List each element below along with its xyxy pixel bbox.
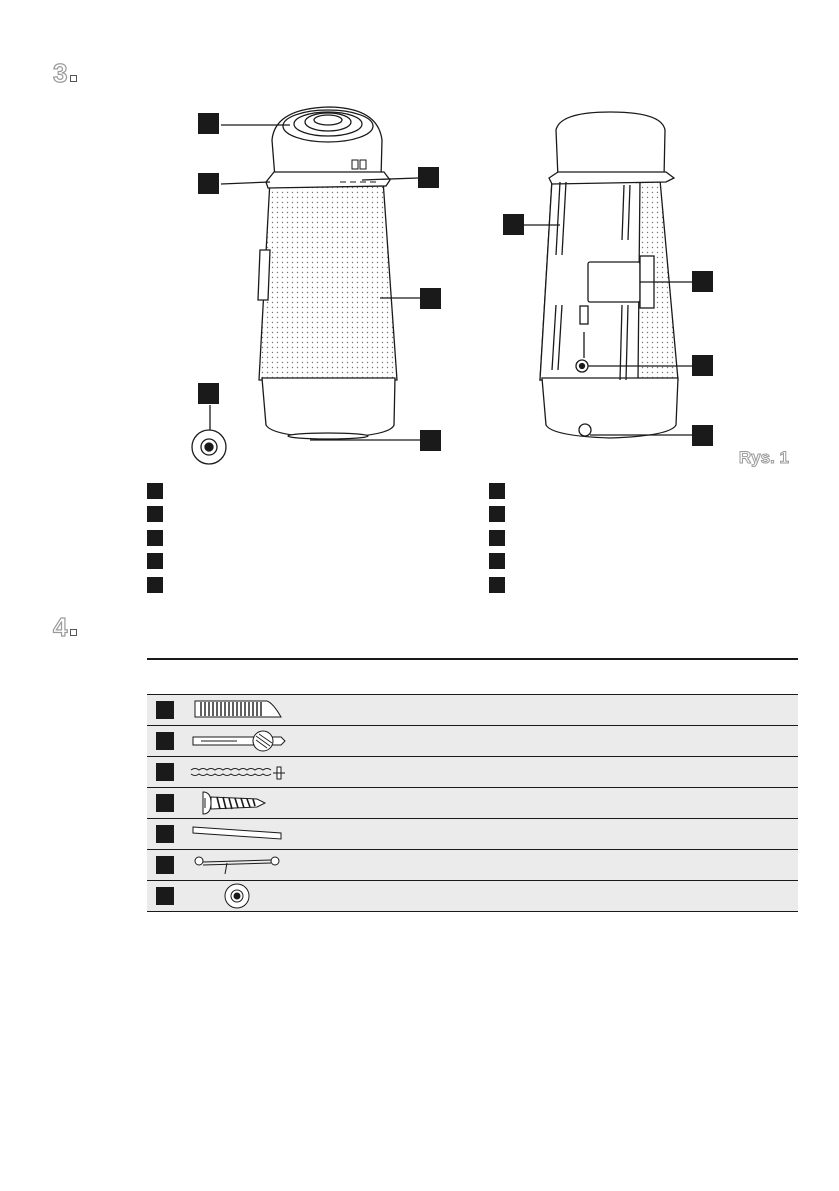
callout-left-2 — [198, 173, 219, 194]
legend-box-left-4 — [147, 553, 163, 569]
figure-air-conditioner — [0, 0, 839, 470]
callout-left-4 — [420, 288, 441, 309]
table-row — [147, 850, 798, 881]
callout-left-1 — [198, 113, 219, 134]
table-row — [147, 726, 798, 757]
legend-box-left-3 — [147, 530, 163, 546]
legend-box-left-2 — [147, 506, 163, 522]
exhaust-hose-icon — [187, 757, 297, 787]
legend-box-right-2 — [489, 506, 505, 522]
table-row — [147, 881, 798, 912]
drain-cap-icon — [187, 881, 297, 911]
section-4-digit: 4 — [53, 612, 69, 642]
legend-box-right-4 — [489, 553, 505, 569]
legend-box-left-5 — [147, 577, 163, 593]
callout-left-5 — [198, 383, 219, 404]
legend-box-right-3 — [489, 530, 505, 546]
callout-right-1 — [503, 214, 524, 235]
legend-box-left-1 — [147, 483, 163, 499]
callout-left-3 — [418, 167, 439, 188]
section-dot — [70, 629, 77, 636]
row-number-box — [156, 887, 174, 905]
callout-right-2 — [692, 271, 713, 292]
row-number-box — [156, 701, 174, 719]
rear-view-unit — [540, 112, 678, 438]
row-number-box — [156, 794, 174, 812]
screw-icon — [187, 788, 297, 818]
section-4-number — [53, 612, 77, 643]
drain-hose-icon — [187, 850, 297, 880]
table-row — [147, 695, 798, 726]
sealing-strip-icon — [187, 819, 297, 849]
callout-right-4 — [692, 425, 713, 446]
section-3-digit: 3 — [53, 58, 69, 88]
front-view-unit — [192, 107, 397, 464]
legend-box-right-1 — [489, 483, 505, 499]
row-number-box — [156, 856, 174, 874]
accessories-table — [147, 658, 798, 912]
callout-left-6 — [420, 430, 441, 451]
row-number-box — [156, 763, 174, 781]
row-number-box — [156, 825, 174, 843]
figure-label: Rys. 1 — [738, 448, 789, 467]
callout-right-3 — [692, 355, 713, 376]
table-header — [147, 658, 798, 695]
table-row — [147, 757, 798, 788]
legend-box-right-5 — [489, 577, 505, 593]
row-number-box — [156, 732, 174, 750]
table-row — [147, 819, 798, 850]
window-slider-icon — [187, 695, 297, 725]
slider-lock-icon — [187, 726, 297, 756]
table-row — [147, 788, 798, 819]
